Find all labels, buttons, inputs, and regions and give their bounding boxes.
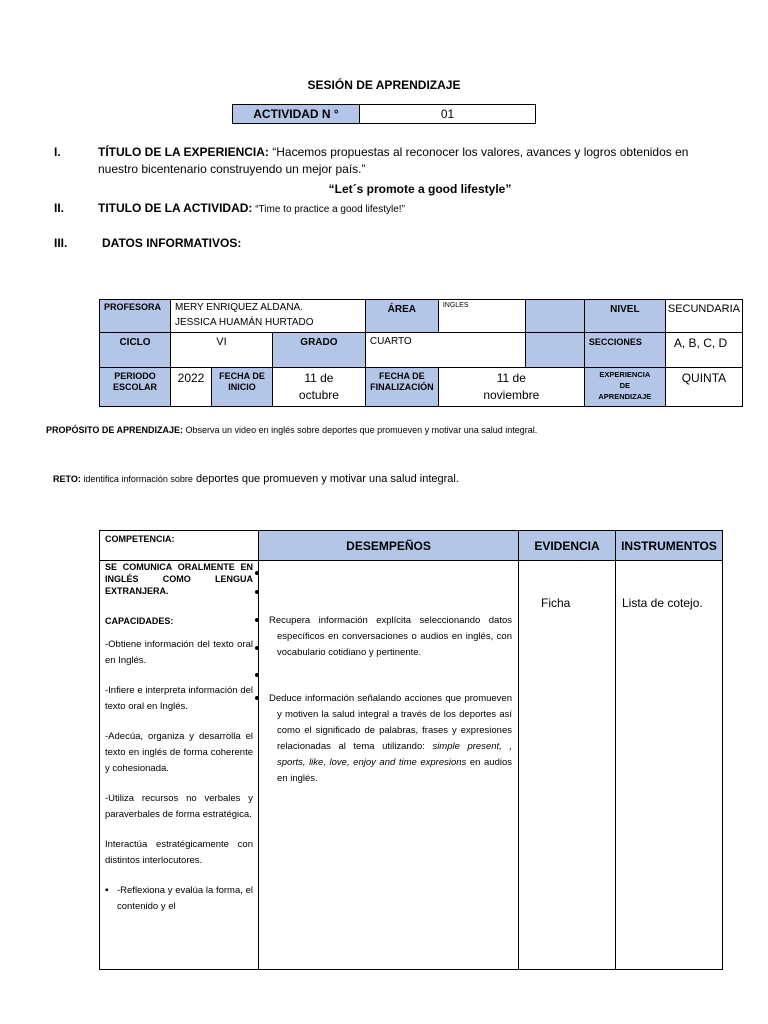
bullet-icon: [255, 673, 259, 677]
nivel-value: SECUNDARIA: [665, 300, 742, 333]
section-2: [98, 201, 405, 215]
fecha-inicio-label: [212, 368, 273, 407]
page-title: SESIÓN DE APRENDIZAJE: [307, 78, 461, 92]
fecha-inicio-label-1: FECHA DE: [219, 371, 265, 381]
evidencia-value: Ficha: [519, 561, 616, 970]
bullet-icon: [255, 571, 259, 575]
evidencia-header: EVIDENCIA: [519, 531, 616, 561]
section-3-number: III.: [54, 236, 68, 250]
bullet-icon: [255, 618, 259, 622]
competencia-header: COMPETENCIA:: [100, 531, 259, 561]
desempeno-2-text-b: en audios en inglés.: [277, 757, 513, 784]
periodo-label-2: ESCOLAR: [112, 382, 157, 392]
area-blank: [525, 300, 584, 333]
profesora-value-2: JESSICA HUAMÁN HURTADO: [175, 317, 314, 328]
capacidad-3: -Adecúa, organiza y desarrolla el texto en inglés de forma coherente y cohesionada.: [105, 731, 253, 774]
periodo-value: 2022: [171, 368, 212, 407]
fecha-inicio-value-1: 11 de: [304, 371, 334, 385]
proposito-label: PROPÓSITO DE APRENDIZAJE:: [46, 425, 184, 435]
info-table: [99, 299, 743, 407]
periodo-label: [100, 368, 171, 407]
desempenos-header: DESEMPEÑOS: [259, 531, 519, 561]
desempeno-1: Recupera información explícita seleccionando datos específicos en conversaciones o audios en inglés, con vocabulario cotidiano y pertinente.: [269, 615, 512, 658]
capacidad-6-item: [105, 883, 253, 915]
capacidad-1: -Obtiene información del texto oral en Inglés.: [105, 639, 253, 666]
area-value: INGLES: [438, 300, 525, 333]
fecha-fin-value-1: 11 de: [496, 371, 526, 385]
experiencia-label-2: DE: [619, 381, 631, 390]
actividad-label: ACTIVIDAD N °: [233, 105, 360, 124]
section-3-label: DATOS INFORMATIVOS:: [102, 236, 242, 250]
reto-text-small: identifica información sobre: [80, 474, 193, 484]
competencia-cell: [100, 561, 259, 970]
capacidad-6: -Reflexiona y evalúa la forma, el contenido y el: [117, 885, 253, 912]
secciones-label: SECCIONES: [584, 333, 665, 368]
section-1-number: I.: [54, 145, 61, 159]
section-1-label: TÍTULO DE LA EXPERIENCIA:: [98, 145, 269, 159]
instrumentos-header: INSTRUMENTOS: [616, 531, 723, 561]
grado-label: GRADO: [273, 333, 366, 368]
fecha-fin-value: [438, 368, 584, 407]
profesora-value: [171, 300, 366, 333]
profesora-value-1: MERY ENRIQUEZ ALDANA.: [175, 302, 303, 313]
section-1: [98, 144, 718, 178]
capacidad-5: Interactúa estratégicamente con distintos interlocutores.: [105, 839, 253, 866]
proposito: [46, 425, 537, 435]
fecha-fin-value-2: noviembre: [483, 388, 540, 402]
desempeno-2-text-a: Deduce información señalando acciones que promueven y motiven la salud integral a través de los deportes así como el significado de palabras, frases y expresiones relacionadas al tema utilizando:: [269, 693, 512, 752]
experiencia-label-1: EXPERIENCIA: [599, 370, 651, 379]
fecha-fin-label-1: FECHA DE: [379, 371, 425, 381]
secciones-value: A, B, C, D: [665, 333, 742, 368]
experiencia-label-3: APRENDIZAJE: [598, 392, 652, 401]
section-1-text-a: “Hacemos propuestas al reconocer los valores, avances y logros obtenidos en: [268, 145, 689, 159]
fecha-inicio-value-2: octubre: [298, 388, 339, 402]
reto-label: RETO:: [53, 474, 81, 484]
competencias-table: [99, 530, 723, 970]
experiencia-label: [584, 368, 665, 407]
competencia-name: SE COMUNICA ORALMENTE EN INGLÉS COMO LENGUA EXTRANJERA.: [105, 562, 253, 596]
ciclo-value: VI: [171, 333, 273, 368]
desempeno-2-emphasis: simple present, , sports, like, love, enjoy and time expresions: [277, 741, 512, 768]
actividad-table: [232, 104, 536, 124]
experiencia-value: QUINTA: [665, 368, 742, 407]
grado-value: CUARTO: [365, 333, 525, 368]
fecha-inicio-label-2: INICIO: [228, 382, 256, 392]
section-1-slogan: “Let´s promote a good lifestyle”: [328, 182, 512, 196]
profesora-label: PROFESORA: [100, 300, 171, 333]
proposito-text: Observa un video en inglés sobre deportes que promueven y motivar una salud integral.: [183, 425, 538, 435]
fecha-fin-label: [365, 368, 438, 407]
capacidad-2: -Infiere e interpreta información del texto oral en Inglés.: [105, 685, 253, 712]
reto-text-large: deportes que promueven y motivar una salud integral.: [192, 473, 459, 485]
desempeno-2: [267, 691, 512, 787]
nivel-label: NIVEL: [584, 300, 665, 333]
capacidad-4: -Utiliza recursos no verbales y paraverbales de forma estratégica.: [105, 793, 253, 820]
area-label: ÁREA: [365, 300, 438, 333]
fecha-fin-label-2: FINALIZACIÓN: [370, 382, 434, 392]
bullet-icon: [255, 646, 259, 650]
square-bullet-icon: ▪: [105, 885, 109, 896]
grado-blank: [525, 333, 584, 368]
section-2-number: II.: [54, 201, 65, 215]
section-2-text: “Time to practice a good lifestyle!”: [252, 204, 405, 215]
reto: [53, 469, 459, 487]
bullet-icon: [255, 590, 259, 594]
actividad-value: 01: [360, 105, 536, 124]
ciclo-label: CICLO: [100, 333, 171, 368]
instrumentos-value: Lista de cotejo.: [616, 561, 723, 970]
fecha-inicio-value: [273, 368, 366, 407]
bullet-icon: [255, 696, 259, 700]
section-1-text-b: nuestro bicentenario construyendo un mejor país.”: [98, 162, 366, 176]
periodo-label-1: PERIODO: [114, 371, 156, 381]
desempenos-cell: [259, 561, 519, 970]
section-2-label: TITULO DE LA ACTIVIDAD:: [98, 201, 253, 215]
capacidades-label: CAPACIDADES:: [105, 616, 174, 626]
